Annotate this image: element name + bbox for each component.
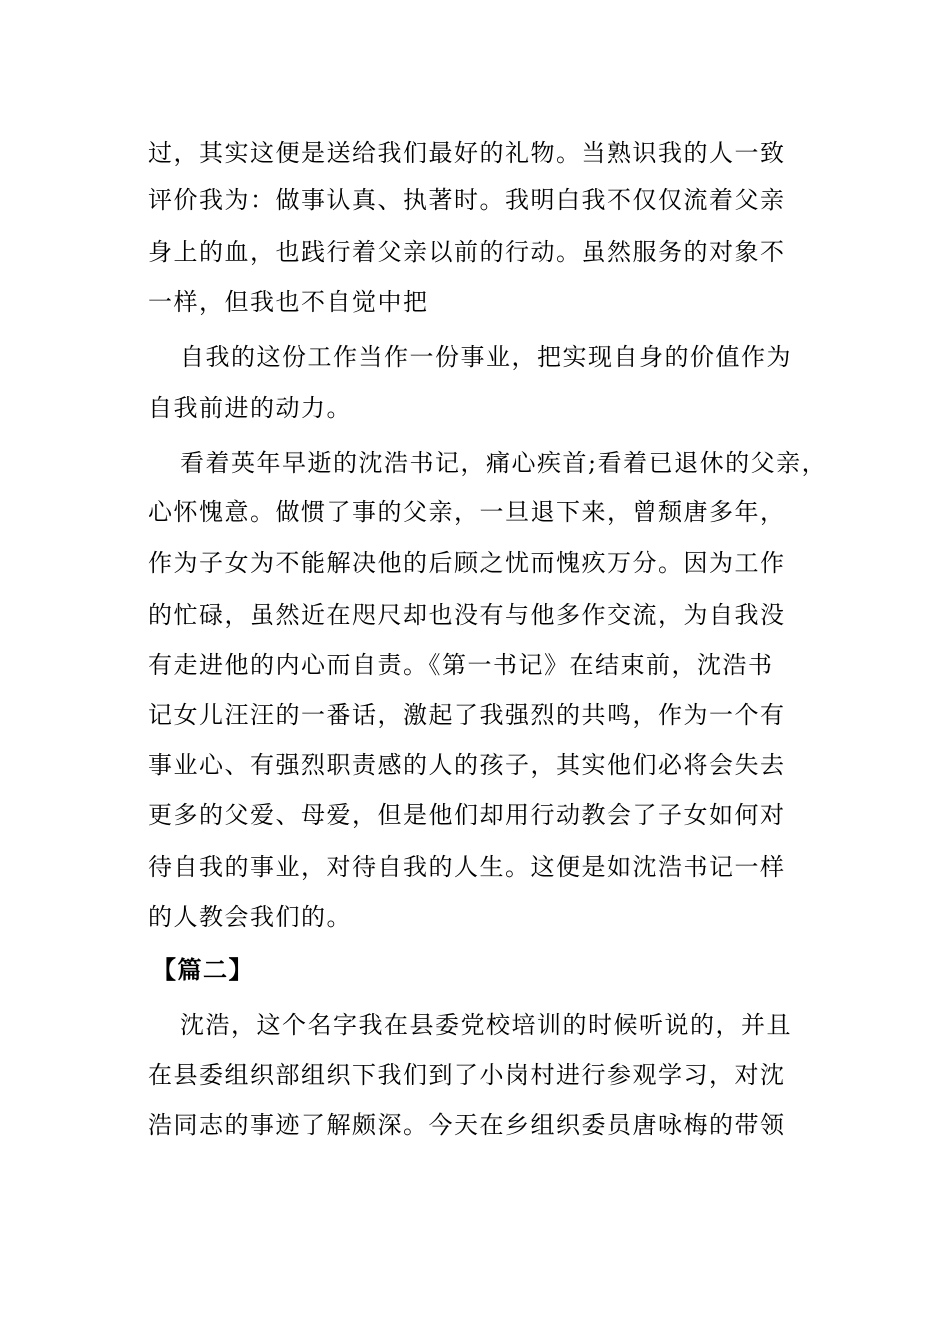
text-line: 看着英年早逝的沈浩书记，痛心疾首;看着已退休的父亲， (180, 449, 828, 477)
text-line: 事业心、有强烈职责感的人的孩子，其实他们必将会失去 (148, 751, 786, 779)
text-line: 沈浩，这个名字我在县委党校培训的时候听说的，并且 (180, 1011, 792, 1039)
text-line: 有走进他的内心而自责。《第一书记》在结束前，沈浩书 (148, 651, 774, 679)
text-line: 浩同志的事迹了解颇深。今天在乡组织委员唐咏梅的带领 (148, 1111, 786, 1139)
section-heading: 【篇二】 (152, 955, 254, 984)
text-line: 在县委组织部组织下我们到了小岗村进行参观学习，对沈 (148, 1061, 786, 1089)
text-line: 心怀愧意。做惯了事的父亲，一旦退下来，曾颓唐多年， (148, 498, 786, 526)
text-line: 待自我的事业，对待自我的人生。这便是如沈浩书记一样 (148, 853, 786, 881)
text-line: 更多的父爱、母爱，但是他们却用行动教会了子女如何对 (148, 801, 786, 829)
text-line: 身上的血，也践行着父亲以前的行动。虽然服务的对象不 (148, 238, 786, 266)
text-line: 自我的这份工作当作一份事业，把实现自身的价值作为 (180, 343, 792, 371)
text-line: 的人教会我们的。 (148, 903, 352, 931)
text-line: 自我前进的动力。 (148, 394, 352, 422)
text-line: 一样，但我也不自觉中把 (148, 288, 429, 316)
text-line: 过，其实这便是送给我们最好的礼物。当熟识我的人一致 (148, 139, 786, 167)
text-line: 记女儿汪汪的一番话，激起了我强烈的共鸣，作为一个有 (148, 701, 786, 729)
text-line: 评价我为：做事认真、执著时。我明白我不仅仅流着父亲 (148, 186, 786, 214)
text-line: 的忙碌，虽然近在咫尺却也没有与他多作交流，为自我没 (148, 601, 786, 629)
text-line: 作为子女为不能解决他的后顾之忧而愧疚万分。因为工作 (148, 549, 786, 577)
